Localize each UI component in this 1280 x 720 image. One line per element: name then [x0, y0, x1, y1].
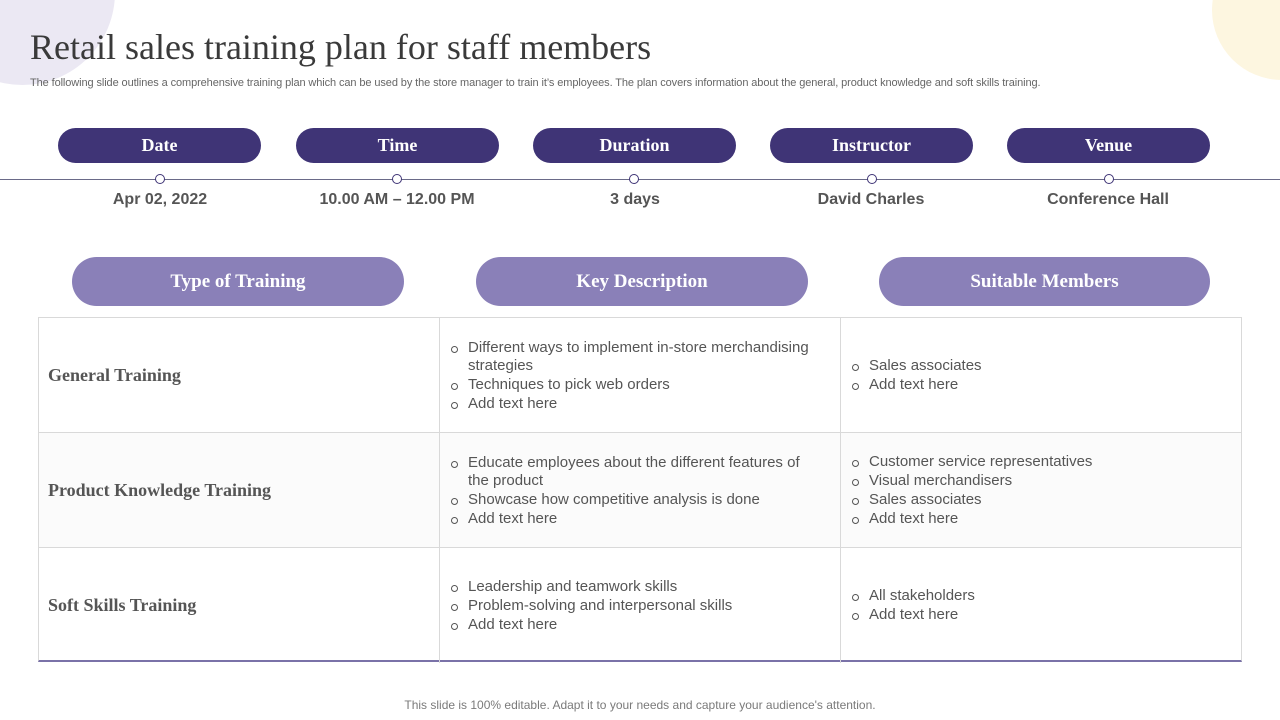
timeline-dot: [155, 174, 165, 184]
description-cell: [440, 548, 841, 663]
training-type-cell: [39, 318, 440, 433]
date-pill: Date: [58, 128, 261, 163]
timeline-dot: [629, 174, 639, 184]
member-item: Add text here: [851, 606, 1241, 624]
training-type-cell: [39, 548, 440, 663]
member-item: All stakeholders: [851, 587, 1241, 605]
suitable-members-header: Suitable Members: [879, 257, 1210, 306]
member-item: Add text here: [851, 376, 1241, 394]
members-list: [851, 586, 1241, 625]
instructor-value: David Charles: [817, 191, 925, 208]
training-type-label: Product Knowledge Training: [48, 480, 272, 500]
description-item: Techniques to pick web orders: [450, 376, 810, 394]
member-item: Visual merchandisers: [851, 472, 1241, 490]
instructor-pill: Instructor: [770, 128, 973, 163]
decorative-circle-right: [1212, 0, 1280, 80]
type-of-training-header: Type of Training: [72, 257, 404, 306]
description-item: Add text here: [450, 510, 810, 528]
table-row: [39, 318, 1241, 433]
description-list: [450, 577, 810, 635]
date-value: Apr 02, 2022: [112, 191, 208, 208]
description-item: Showcase how competitive analysis is done: [450, 491, 810, 509]
slide-title: Retail sales training plan for staff members: [30, 27, 652, 67]
member-item: Add text here: [851, 510, 1241, 528]
members-list: [851, 452, 1241, 529]
duration-value: 3 days: [610, 191, 660, 208]
members-cell: [841, 433, 1241, 548]
time-pill: Time: [296, 128, 499, 163]
venue-pill: Venue: [1007, 128, 1210, 163]
timeline-line: [0, 179, 1280, 180]
description-cell: [440, 433, 841, 548]
table-row: [39, 547, 1241, 663]
description-item: Different ways to implement in-store merchandising strategies: [450, 339, 810, 375]
members-cell: [841, 548, 1241, 663]
timeline-dot: [392, 174, 402, 184]
description-item: Add text here: [450, 616, 810, 634]
description-cell: [440, 318, 841, 433]
description-item: Add text here: [450, 395, 810, 413]
table-row: [39, 432, 1241, 548]
timeline-dot: [867, 174, 877, 184]
description-list: [450, 453, 810, 529]
time-value: 10.00 AM – 12.00 PM: [319, 191, 475, 208]
training-type-cell: [39, 433, 440, 548]
key-description-header: Key Description: [476, 257, 808, 306]
timeline-dot: [1104, 174, 1114, 184]
description-item: Leadership and teamwork skills: [450, 578, 810, 596]
description-list: [450, 338, 810, 414]
members-cell: [841, 318, 1241, 433]
member-item: Sales associates: [851, 357, 1241, 375]
venue-value: Conference Hall: [1047, 191, 1169, 208]
slide-footer: This slide is 100% editable. Adapt it to your needs and capture your audience's attention.: [404, 698, 876, 712]
slide-subtitle: The following slide outlines a comprehensive training plan which can be used by the store manager to train it’s employees. The plan covers information about the general, product knowledge and soft skills training.: [30, 77, 1041, 89]
training-type-label: Soft Skills Training: [48, 595, 197, 615]
members-list: [851, 356, 1241, 395]
duration-pill: Duration: [533, 128, 736, 163]
description-item: Educate employees about the different features of the product: [450, 454, 810, 490]
member-item: Customer service representatives: [851, 453, 1241, 471]
description-item: Problem-solving and interpersonal skills: [450, 597, 810, 615]
training-table: [38, 317, 1242, 662]
training-type-label: General Training: [48, 365, 181, 385]
member-item: Sales associates: [851, 491, 1241, 509]
